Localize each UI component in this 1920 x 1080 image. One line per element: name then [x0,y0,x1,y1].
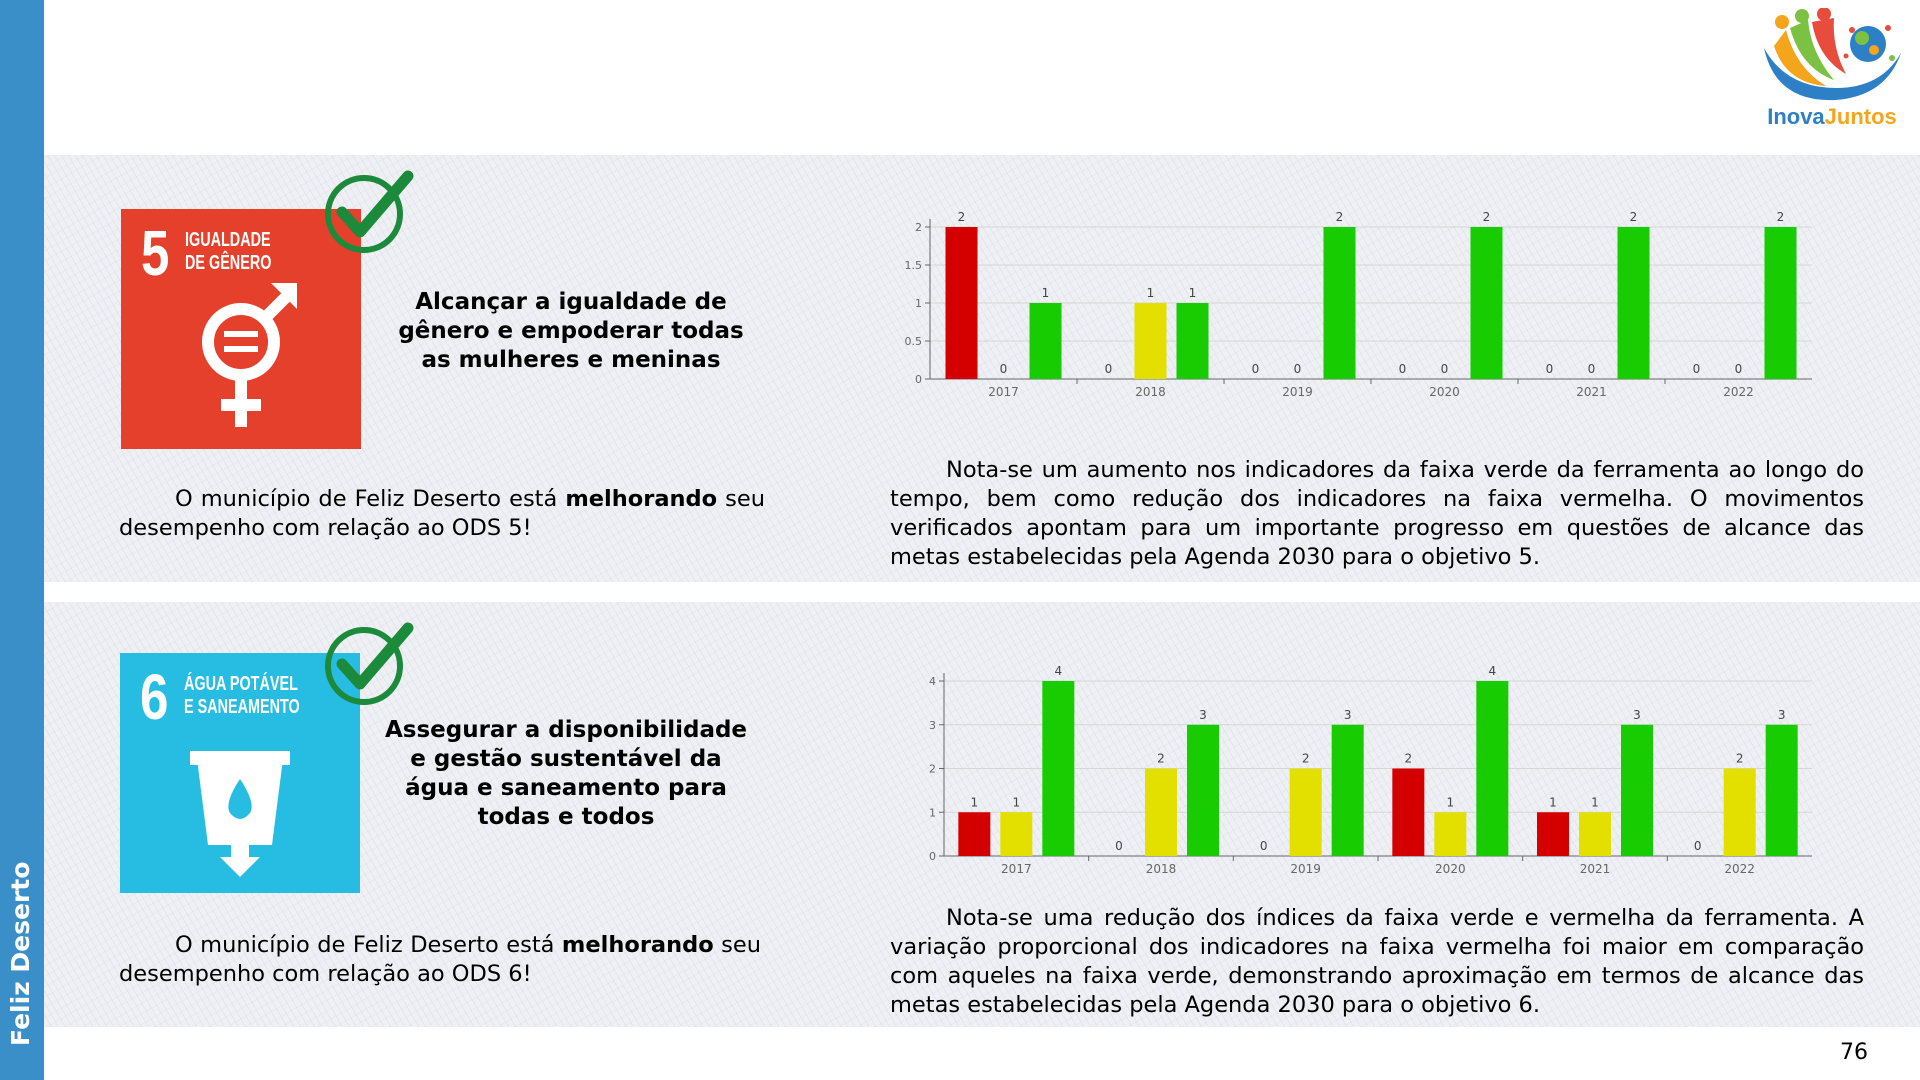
bar [958,812,990,856]
y-tick-label: 3 [929,718,936,732]
logo-emblem-icon [1756,8,1908,108]
bar [1187,725,1219,856]
bar-value-label: 4 [1054,664,1063,678]
y-tick-label: 1 [929,806,936,820]
bar-value-label: 1 [1041,286,1050,300]
bar [1324,227,1356,379]
bar [1177,303,1209,379]
x-tick-label: 2019 [1282,385,1313,399]
x-tick-label: 2020 [1435,862,1466,876]
ods6-note: Nota-se uma redução dos índices da faixa verde e vermelha da ferramenta. A variação proporcional dos indicadores na faixa vermelha foi maior em comparação com aqueles na faixa verde, demonstrando aproximação em termos de alcance das metas estabelecidas pela Agenda 2030 para o objetivo 6. [890,905,1864,1018]
bar-value-label: 2 [1482,210,1491,224]
ods5-indicator-chart [886,198,1820,412]
y-tick-label: 1 [915,297,922,310]
bar [1766,725,1798,856]
bar-value-label: 3 [1343,707,1352,722]
x-tick-label: 2017 [988,385,1019,399]
bar-value-label: 0 [1440,362,1449,376]
bar [1042,681,1074,856]
bar [1434,812,1466,856]
x-tick-label: 2018 [1145,862,1177,876]
bar-value-label: 0 [1545,362,1554,376]
bar-value-label: 0 [1251,362,1260,376]
sdg5-title: IGUALDADE DE GÊNERO [185,229,272,274]
bar-value-label: 0 [1115,839,1123,853]
bar-value-label: 1 [1012,795,1021,810]
bar [1621,725,1653,856]
y-tick-label: 2 [915,221,922,234]
logo-wordmark: InovaJuntos [1767,104,1897,129]
bar-value-label: 1 [1549,795,1557,810]
sidebar [0,0,44,1080]
bar-value-label: 2 [957,210,966,224]
bar-value-label: 0 [1693,839,1702,853]
y-tick-label: 4 [929,675,936,688]
bar-value-label: 0 [1692,362,1701,376]
sdg6-number: 6 [140,661,169,733]
bar-value-label: 0 [1293,362,1302,376]
bar-value-label: 4 [1488,664,1497,678]
checkmark-icon [322,622,414,706]
x-tick-label: 2021 [1579,862,1611,876]
bar [1332,725,1364,856]
sidebar-label: Feliz Deserto [6,861,35,1046]
y-tick-label: 0.5 [904,335,922,348]
y-tick-label: 1.5 [904,259,922,272]
bar-value-label: 0 [1259,839,1268,853]
x-tick-label: 2021 [1576,385,1607,399]
bar-value-label: 1 [1591,795,1599,810]
bar [1392,769,1424,857]
bar [1290,769,1322,857]
bar [1765,227,1797,379]
ods6-statement: O município de Feliz Deserto está melhorando seu desempenho com relação ao ODS 6! [119,932,761,987]
bar [946,227,978,379]
checkmark-icon [322,170,414,254]
x-tick-label: 2019 [1290,862,1321,876]
bar [1471,227,1503,379]
bar [1579,812,1611,856]
bar [1145,769,1177,857]
bar [1724,769,1756,857]
ods6-goal-title: Assegurar a disponibilidade e gestão sustentável da água e saneamento para todas e todos [384,717,748,830]
bar-value-label: 2 [1404,751,1413,766]
bar [1135,303,1167,379]
bar-value-label: 0 [999,362,1008,376]
bar-value-label: 1 [1146,286,1155,300]
sdg5-number: 5 [141,217,170,289]
bar-value-label: 0 [1398,362,1407,376]
bar-value-label: 0 [1734,362,1743,376]
bar [1537,812,1569,856]
y-tick-label: 0 [929,850,936,863]
y-tick-label: 2 [929,762,936,776]
sdg6-title: ÁGUA POTÁVEL E SANEAMENTO [184,673,300,718]
x-tick-label: 2020 [1429,385,1460,399]
bar [1000,812,1032,856]
bar [1476,681,1508,856]
bar-value-label: 0 [1587,362,1596,376]
ods5-goal-title: Alcançar a igualdade de gênero e empoderar todas as mulheres e meninas [398,289,744,373]
bar-value-label: 3 [1199,707,1207,722]
ods5-statement: O município de Feliz Deserto está melhorando seu desempenho com relação ao ODS 5! [119,486,765,541]
bar-value-label: 2 [1776,210,1785,224]
bar-value-label: 3 [1633,707,1641,722]
ods5-note: Nota-se um aumento nos indicadores da faixa verde da ferramenta ao longo do tempo, bem como redução dos indicadores na faixa vermelha. O movimentos verificados apontam para um importante progresso em questões de alcance das metas estabelecidas pela Agenda 2030 para o objetivo 5. [890,457,1864,570]
bar [1618,227,1650,379]
bar-value-label: 2 [1735,751,1744,766]
ods6-indicator-chart [908,652,1820,892]
bar-value-label: 0 [1104,362,1113,376]
x-tick-label: 2022 [1723,385,1754,399]
inovajuntos-logo [1756,8,1908,140]
bar-value-label: 2 [1157,751,1165,766]
bar-value-label: 2 [1301,751,1310,766]
bar-value-label: 1 [970,795,979,810]
bar-value-label: 1 [1188,286,1197,300]
x-tick-label: 2022 [1724,862,1755,876]
page-number: 76 [1840,1040,1868,1065]
bar-value-label: 2 [1335,210,1344,224]
bar [1030,303,1062,379]
bar-value-label: 2 [1629,210,1638,224]
bar-value-label: 3 [1777,707,1786,722]
y-tick-label: 0 [915,373,922,386]
bar-value-label: 1 [1446,795,1455,810]
x-tick-label: 2017 [1001,862,1032,876]
x-tick-label: 2018 [1135,385,1166,399]
